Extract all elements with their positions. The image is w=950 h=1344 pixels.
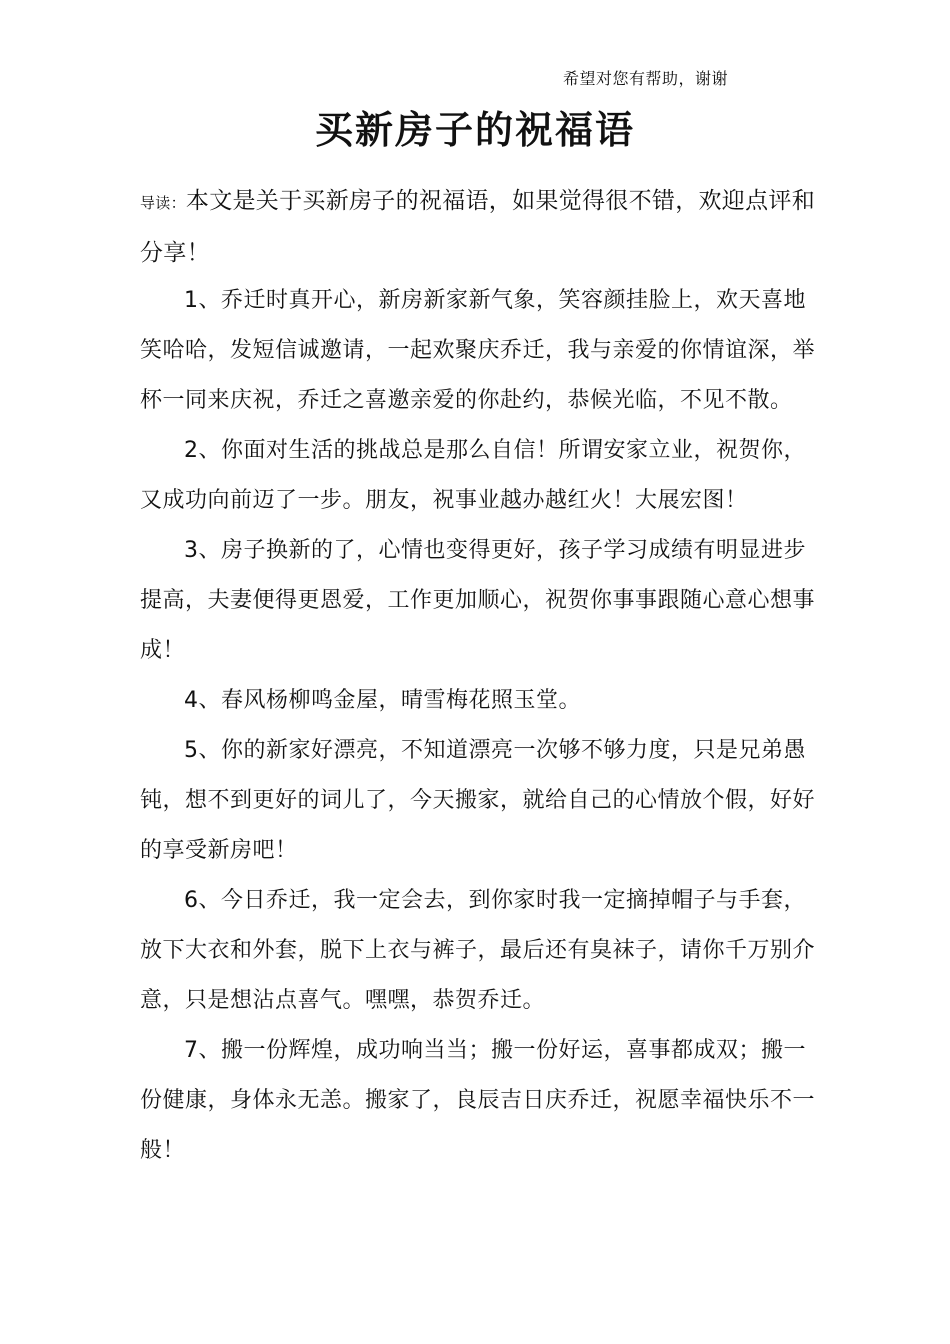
paragraph-2: 2、你面对生活的挑战总是那么自信！所谓安家立业，祝贺你，又成功向前迈了一步。朋友，祝事业越办越红火！大展宏图！ [140,438,806,513]
paragraph-1: 1、乔迁时真开心，新房新家新气象，笑容颜挂脸上，欢天喜地笑哈哈，发短信诚邀请，一起欢聚庆乔迁，我与亲爱的你情谊深，举杯一同来庆祝，乔迁之喜邀亲爱的你赴约，恭候光临，不见不散。 [140,288,816,413]
lead-label: 导读： [140,194,186,212]
document-title: 买新房子的祝福语 [314,108,635,152]
lead-text: 本文是关于买新房子的祝福语，如果觉得很不错，欢迎点评和分享！ [140,188,816,266]
document-body [140,276,820,1176]
paragraph-7: 7、搬一份辉煌，成功响当当；搬一份好运，喜事都成双；搬一份健康，身体永无恙。搬家了，良辰吉日庆乔迁，祝愿幸福快乐不一般！ [140,1038,816,1163]
paragraph-5: 5、你的新家好漂亮，不知道漂亮一次够不够力度，只是兄弟愚钝，想不到更好的词儿了，今天搬家，就给自己的心情放个假，好好的享受新房吧！ [140,738,816,863]
paragraph-6: 6、今日乔迁，我一定会去，到你家时我一定摘掉帽子与手套，放下大衣和外套，脱下上衣与裤子，最后还有臭袜子，请你千万别介意，只是想沾点喜气。嘿嘿，恭贺乔迁。 [140,888,816,1013]
paragraph-3: 3、房子换新的了，心情也变得更好，孩子学习成绩有明显进步提高，夫妻便得更恩爱，工作更加顺心，祝贺你事事跟随心意心想事成！ [140,538,816,663]
lead-paragraph [140,176,820,278]
header-note: 希望对您有帮助，谢谢 [563,69,729,88]
paragraph-4: 4、春风杨柳鸣金屋，晴雪梅花照玉堂。 [184,688,581,713]
